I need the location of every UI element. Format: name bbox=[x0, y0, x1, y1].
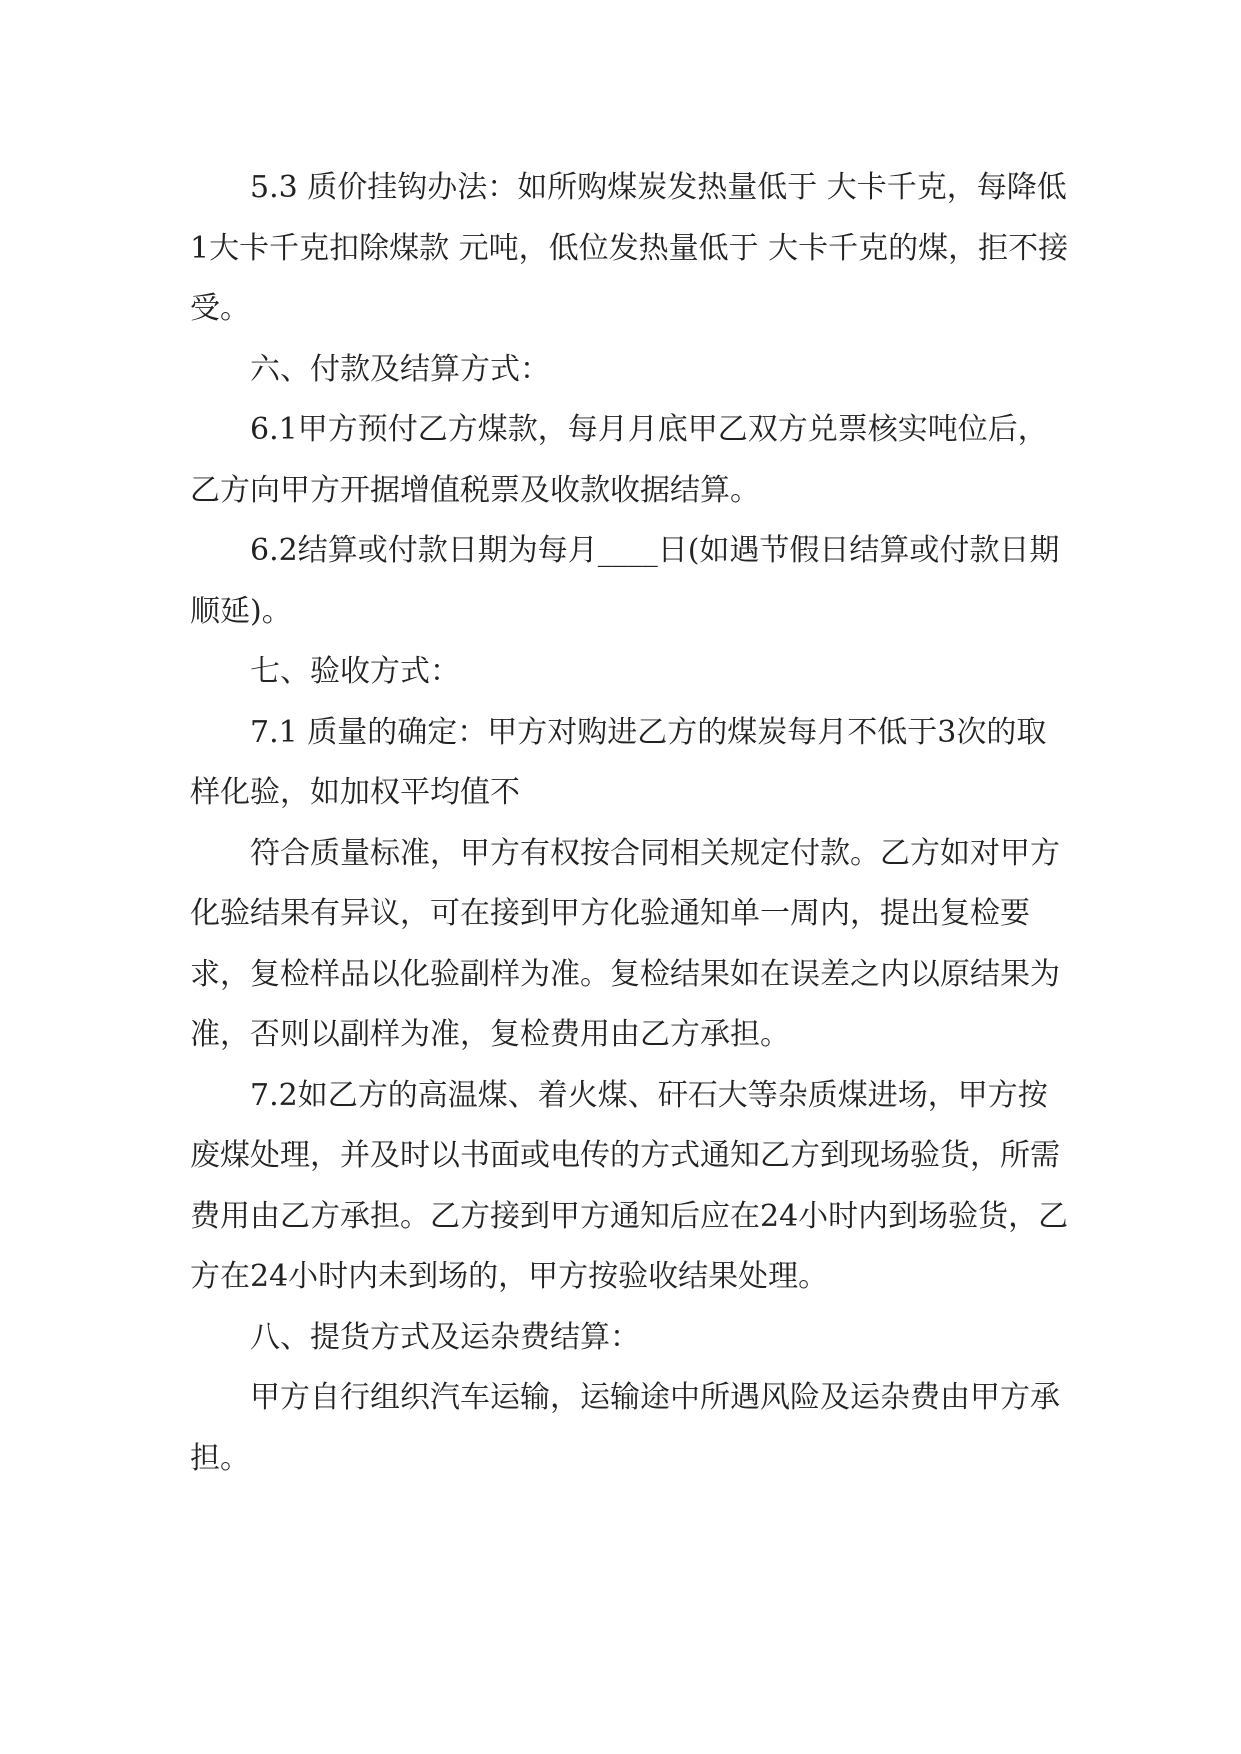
heading-section-6-payment: 六、付款及结算方式： bbox=[250, 351, 550, 387]
paragraph-7-2-impurity: 7.2如乙方的高温煤、着火煤、矸石大等杂质煤进场，甲方按废煤处理，并及时以书面或电传的方式通知乙方到现场验货，所需费用由乙方承担。乙方接到甲方通知后应在24小时内到场验货，乙方在24小时内未到场的，甲方按验收结果处理。 bbox=[190, 1077, 1069, 1294]
paragraph-7-1-continued: 符合质量标准，甲方有权按合同相关规定付款。乙方如对甲方化验结果有异议，可在接到甲方化验通知单一周内，提出复检要求，复检样品以化验副样为准。复检结果如在误差之内以原结果为准，否则以副样为准，复检费用由乙方承担。 bbox=[190, 835, 1060, 1052]
paragraph-5-3-quality-price: 5.3 质价挂钩办法：如所购煤炭发热量低于 大卡千克，每降低1大卡千克扣除煤款 元吨，低位发热量低于 大卡千克的煤，拒不接受。 bbox=[190, 170, 1069, 326]
heading-section-7-acceptance: 七、验收方式： bbox=[250, 654, 460, 689]
paragraph-6-1-prepayment: 6.1甲方预付乙方煤款，每月月底甲乙双方兑票核实吨位后，乙方向甲方开据增值税票及收款收据结算。 bbox=[190, 412, 1048, 508]
heading-section-8-delivery: 八、提货方式及运杂费结算： bbox=[250, 1319, 640, 1355]
document-body bbox=[190, 158, 1070, 1489]
paragraph-6-2-settlement-date: 6.2结算或付款日期为每月____日(如遇节假日结算或付款日期顺延)。 bbox=[190, 533, 1060, 629]
paragraph-8-transport: 甲方自行组织汽车运输，运输途中所遇风险及运杂费由甲方承担。 bbox=[190, 1380, 1060, 1476]
paragraph-7-1-quality: 7.1 质量的确定：甲方对购进乙方的煤炭每月不低于3次的取样化验，如加权平均值不 bbox=[190, 714, 1047, 810]
